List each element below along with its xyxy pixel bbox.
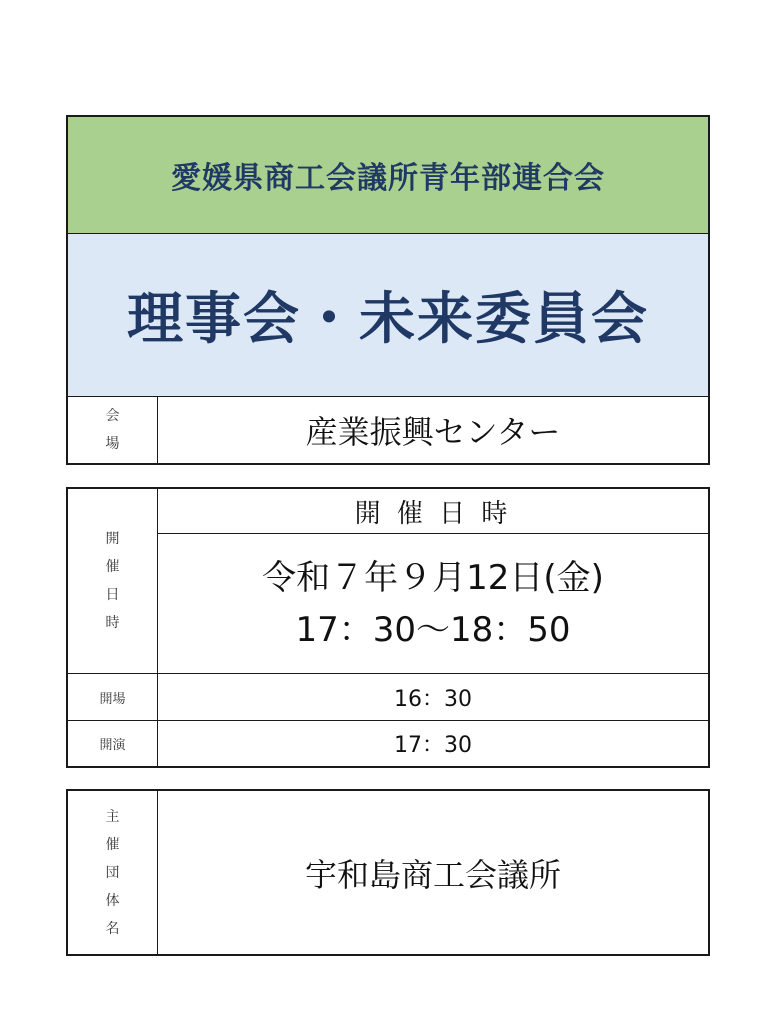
title-venue-box	[66, 115, 710, 465]
venue-label-char: 場	[105, 436, 120, 452]
event-time: 17：30～18：50	[295, 610, 571, 650]
venue-value: 産業振興センター	[305, 413, 561, 451]
organizer-label-char: 催	[105, 836, 120, 853]
event-date: 令和７年９月12日(金)	[262, 558, 604, 598]
organizer-label-char: 体	[105, 892, 120, 909]
datetime-label-char: 時	[105, 615, 120, 631]
event-title: 理事会・未来委員会	[68, 234, 708, 397]
datetime-label-char: 日	[105, 587, 120, 603]
organizer-box	[66, 789, 710, 956]
start-label: 開演	[68, 721, 158, 766]
datetime-box	[66, 487, 710, 768]
venue-label-char: 会	[105, 408, 120, 424]
start-time: 17：30	[394, 733, 472, 758]
event-date-time	[158, 535, 708, 673]
doors-time: 16：30	[394, 686, 472, 712]
datetime-label-char: 開	[105, 531, 120, 547]
organizer-label-char: 主	[105, 808, 120, 825]
organizer-label	[68, 791, 158, 954]
organization-title: 愛媛県商工会議所青年部連合会	[68, 117, 708, 234]
divider	[158, 533, 708, 534]
organizer-label-char: 名	[105, 920, 120, 937]
datetime-label	[68, 489, 158, 673]
datetime-header: 開 催 日 時	[354, 498, 512, 529]
organizer-label-char: 団	[105, 864, 120, 881]
datetime-label-char: 催	[105, 559, 120, 575]
doors-label: 開場	[68, 674, 158, 720]
venue-label	[68, 397, 158, 463]
organizer-value: 宇和島商工会議所	[304, 855, 561, 894]
